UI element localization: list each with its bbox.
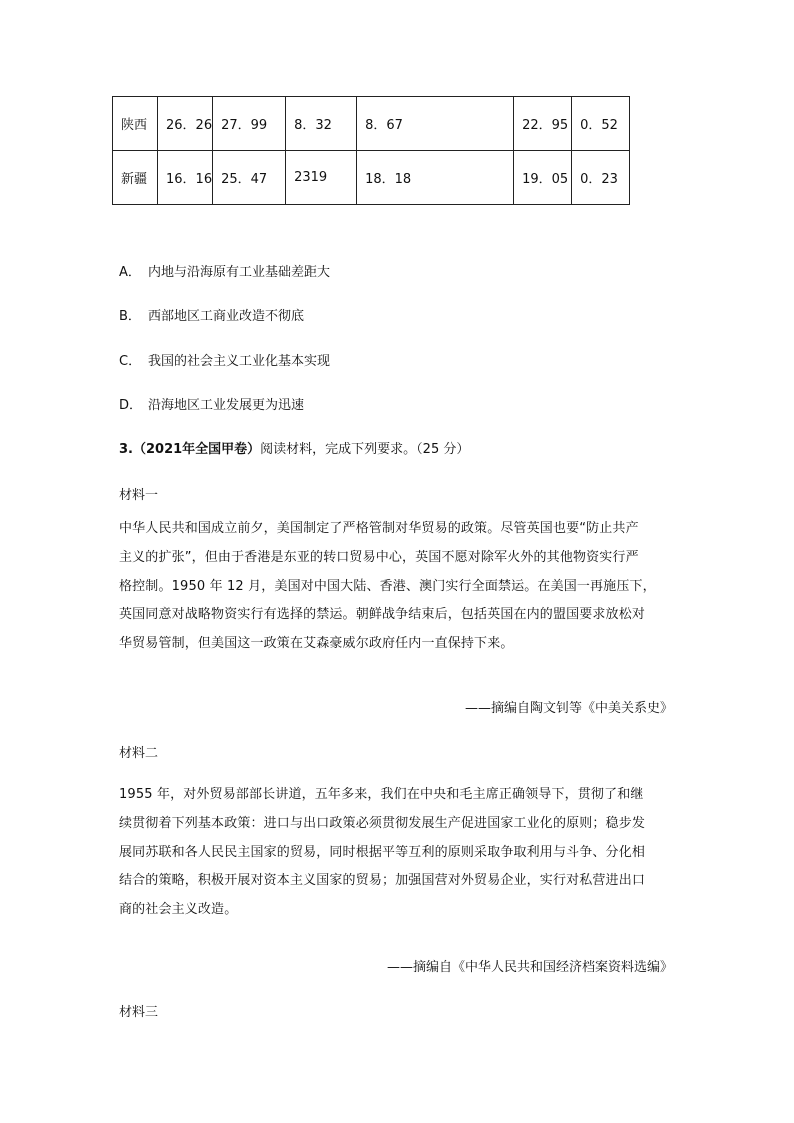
paragraph-line: 主义的扩张”，但由于香港是东亚的转口贸易中心，英国不愿对除军火外的其他物资实行严	[119, 549, 639, 565]
paragraph-line: 结合的策略，积极开展对资本主义国家的贸易；加强国营对外贸易企业，实行对私营进出口	[119, 873, 646, 889]
option-text: 内地与沿海原有工业基础差距大	[148, 265, 331, 280]
statistics-table	[112, 96, 630, 205]
table-cell: 8．32	[286, 97, 357, 151]
option-d	[119, 394, 304, 413]
option-label: B．	[119, 309, 141, 324]
paragraph-line: 中华人民共和国成立前夕，美国制定了严格管制对华贸易的政策。尽管英国也要“防止共产	[119, 521, 639, 536]
table-cell: 16．16	[158, 151, 213, 205]
table-cell: 19．05	[514, 151, 572, 205]
option-label: A．	[119, 265, 141, 280]
paragraph-line: 展同苏联和各人民民主国家的贸易，同时根据平等互利的原则采取争取利用与斗争、分化相	[119, 844, 646, 860]
question-source: （2021年全国甲卷）	[132, 442, 261, 457]
table-cell: 新疆	[113, 151, 158, 205]
option-text: 我国的社会主义工业化基本实现	[148, 354, 331, 369]
table-cell: 0．52	[572, 97, 630, 151]
material-1-body	[119, 515, 674, 659]
table-cell: 22．95	[514, 97, 572, 151]
table-cell: 0．23	[572, 151, 630, 205]
option-text: 沿海地区工业发展更为迅速	[148, 398, 305, 413]
option-c	[119, 350, 330, 369]
paragraph-line: 1955 年，对外贸易部部长讲道，五年多来，我们在中央和毛主席正确领导下，贯彻了和继	[119, 787, 644, 802]
question-number: 3.	[119, 442, 133, 457]
paragraph-line: 格控制。1950 年 12 月，美国对中国大陆、香港、澳门实行全面禁运。在美国一再施压下，	[119, 578, 656, 594]
material-1-heading: 材料一	[119, 488, 159, 503]
paragraph-line: 续贯彻着下列基本政策：进口与出口政策必须贯彻发展生产促进国家工业化的原则；稳步发	[119, 815, 646, 831]
table-cell: 25．47	[213, 151, 286, 205]
table-cell: 18．18	[357, 151, 514, 205]
table-cell: 8．67	[357, 97, 514, 151]
table-cell: 27．99	[213, 97, 286, 151]
table-row	[113, 97, 630, 151]
table-cell: 26．26	[158, 97, 213, 151]
paragraph-line: 华贸易管制，但美国这一政策在艾森豪威尔政府任内一直保持下来。	[119, 636, 514, 652]
option-label: C．	[119, 354, 142, 369]
material-3-heading: 材料三	[119, 1005, 159, 1020]
paragraph-line: 英国同意对战略物资实行有选择的禁运。朝鲜战争结束后，包括英国在内的盟国要求放松对	[119, 607, 646, 623]
material-2-body	[119, 781, 674, 925]
option-label: D．	[119, 398, 143, 413]
material-1-citation: ——摘编自陶文钊等《中美关系史》	[464, 701, 673, 716]
question-prompt: 阅读材料，完成下列要求。（25 分）	[260, 442, 470, 457]
question-3	[119, 438, 469, 457]
material-2-citation: ——摘编自《中华人民共和国经济档案资料选编》	[386, 960, 673, 975]
table-cell: 陕西	[113, 97, 158, 151]
option-text: 西部地区工商业改造不彻底	[148, 309, 305, 324]
paragraph-line: 商的社会主义改造。	[119, 902, 238, 918]
table-row	[113, 151, 630, 205]
material-2-heading: 材料二	[119, 746, 159, 761]
option-a	[119, 261, 330, 280]
option-b	[119, 305, 304, 324]
table-cell: 2319	[286, 151, 357, 205]
